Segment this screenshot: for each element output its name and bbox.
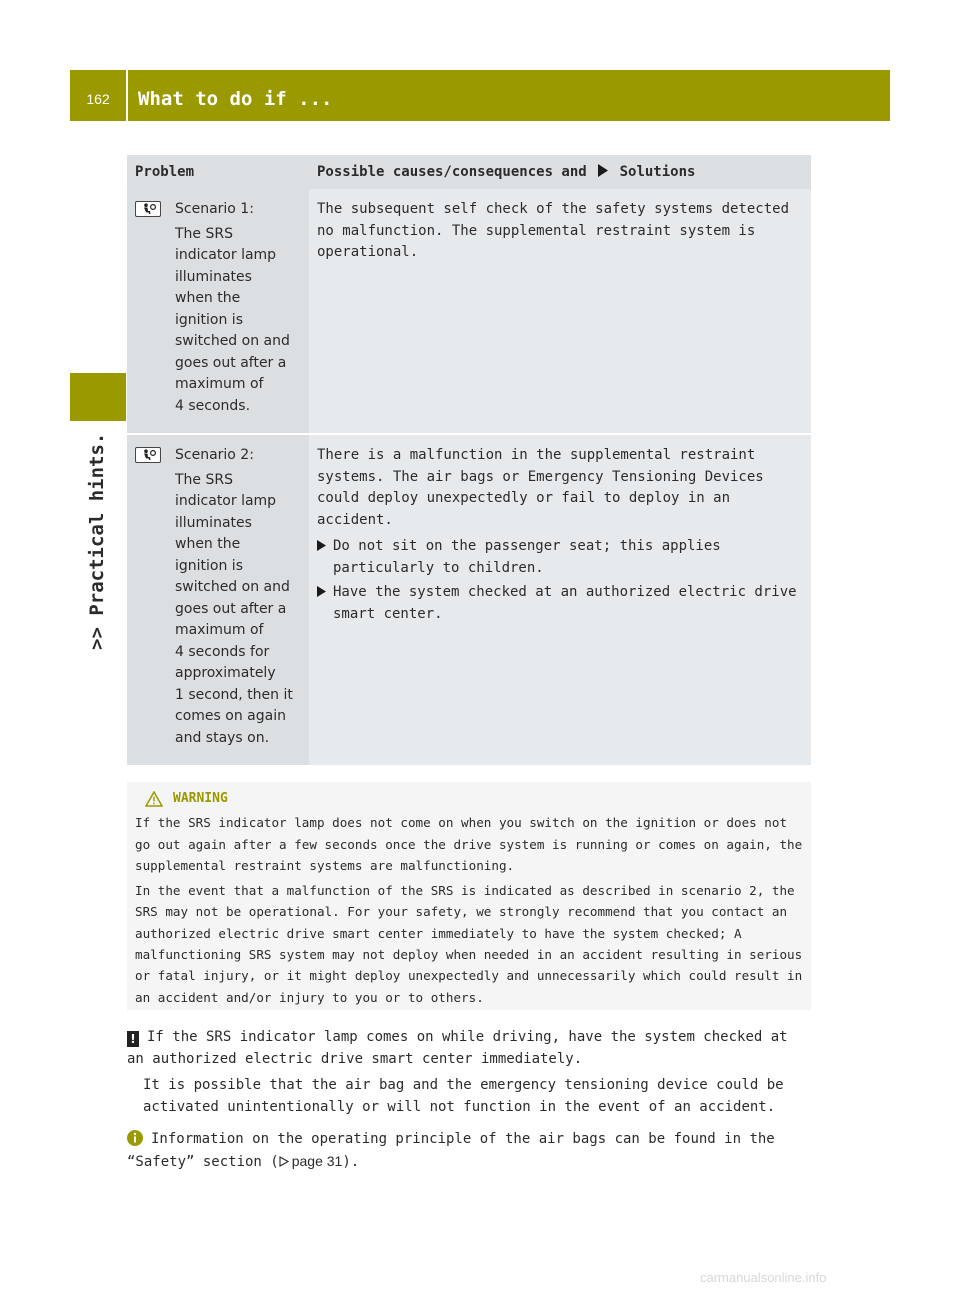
col-header-problem: Problem — [127, 155, 309, 189]
warning-title: WARNING — [173, 791, 228, 806]
exclamation-icon: ! — [127, 1031, 139, 1047]
warning-triangle-icon — [145, 791, 163, 807]
warning-box — [127, 782, 811, 1010]
srs-airbag-icon — [135, 447, 161, 463]
notice-block — [127, 1026, 811, 1118]
solution-cell — [309, 189, 811, 433]
problem-cell — [127, 435, 309, 765]
scenario-label: Scenario 2: — [175, 447, 254, 463]
table-row — [127, 435, 811, 765]
table-row — [127, 189, 811, 433]
step-arrow-icon — [317, 536, 333, 579]
page-ref-arrow-icon — [279, 1156, 289, 1167]
problem-description: The SRS indicator lamp illuminates when the ignition is switched on and goes out after a maximum of 4 seconds for approximately 1 second, then it comes on again and stays on. — [175, 471, 293, 746]
table-header-row — [127, 155, 811, 189]
warning-paragraph: If the SRS indicator lamp does not come on when you switch on the ignition or does not go out again after a few seconds once the drive system is running or comes on again, the supplemental restraint systems are malfunctioning. — [135, 815, 803, 873]
page-title: What to do if ... — [138, 87, 333, 110]
problem-cell — [127, 189, 309, 433]
notice-text: If the SRS indicator lamp comes on while driving, have the system checked at an authorized electric drive smart center immediately. — [127, 1029, 788, 1067]
problem-solution-table — [127, 155, 811, 765]
srs-airbag-icon — [135, 201, 161, 217]
play-arrow-icon — [597, 164, 609, 177]
header-divider — [126, 70, 128, 121]
solution-text: There is a malfunction in the supplemental restraint systems. The air bags or Emergency Tensioning Devices could deploy unexpectedly or fail to deploy in an accident. — [317, 447, 764, 528]
solution-text: The subsequent self check of the safety systems detected no malfunction. The supplemental restraint system is operational. — [317, 201, 790, 260]
warning-paragraph: In the event that a malfunction of the SRS is indicated as described in scenario 2, the SRS may not be operational. For your safety, we strongly recommend that you contact an authorized electric drive smart center immediately to have the system checked; A malfunctioning SRS system may not deploy when needed in an accident resulting in serious or fatal injury, or it might deploy unexpectedly and unnecessarily which could result in an accident and/or injury to you or to others. — [135, 883, 803, 1005]
watermark: carmanualsonline.info — [700, 1270, 827, 1285]
action-step: Have the system checked at an authorized electric drive smart center. — [317, 582, 803, 625]
col-header-solutions-prefix: Possible causes/consequences and — [317, 164, 587, 180]
page-reference-link[interactable]: page 31 — [291, 1153, 343, 1169]
info-icon — [127, 1130, 143, 1146]
scenario-label: Scenario 1: — [175, 201, 254, 217]
action-step: Do not sit on the passenger seat; this applies particularly to children. — [317, 536, 803, 579]
side-tab-label: >> Practical hints. — [86, 432, 108, 650]
page-number: 162 — [86, 90, 110, 107]
notice-text: It is possible that the air bag and the emergency tensioning device could be activated unintentionally or will not function in the event of an accident. — [143, 1077, 784, 1115]
solution-cell — [309, 435, 811, 765]
step-arrow-icon — [317, 582, 333, 625]
problem-description: The SRS indicator lamp illuminates when the ignition is switched on and goes out after a maximum of 4 seconds. — [175, 225, 290, 414]
col-header-solutions-suffix: Solutions — [619, 164, 696, 180]
col-header-solutions — [309, 155, 811, 189]
info-text: Information on the operating principle of the air bags can be found in the “Safety” section ( — [127, 1131, 775, 1170]
info-block: Information on the operating principle of the air bags can be found in the “Safety” section ( page 31). — [127, 1131, 775, 1170]
side-tab-marker — [70, 373, 126, 421]
